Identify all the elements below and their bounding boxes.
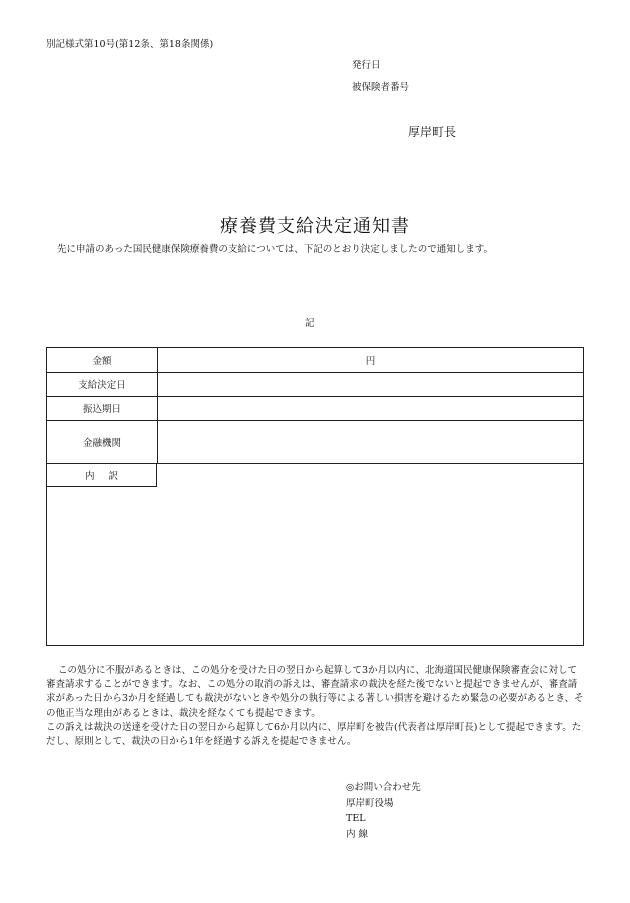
- ki-marker: 記: [305, 318, 315, 329]
- contact-office: 厚岸町役場: [346, 797, 394, 809]
- appeal-paragraph-1: この処分に不服があるときは、この処分を受けた日の翌日から起算して3か月以内に、北海道国民健康保険審査会に対して審査請求することができます。なお、この処分の取消の訴えは、審査請求の裁決を経た後でないと提起できませんが、審査請求があった日から3か月を経過しても裁決がないときや処分の執行等による著しい損害を避けるため緊急の必要があるとき、その他正当な理由があるときは、裁決を経なくても提起できます。: [46, 665, 584, 719]
- contact-extension: 内 線: [346, 828, 369, 840]
- payment-table: [46, 347, 584, 646]
- issue-date-label: 発行日: [352, 60, 381, 71]
- breakdown-label: 内訳: [47, 463, 157, 487]
- appeal-paragraph-2: この訴えは裁決の送達を受けた日の翌日から起算して6か月以内に、厚岸町を被告(代表者は厚岸町長)として提起できます。ただし、原則として、裁決の日から1年を経過する訴えを提起できません。: [46, 721, 582, 748]
- insured-number-label: 被保険者番号: [352, 82, 410, 93]
- amount-row: [47, 348, 583, 373]
- bank-value: [158, 420, 583, 463]
- bank-row: [47, 420, 583, 464]
- transfer-date-label: 振込期日: [47, 396, 158, 420]
- decision-date-value: [158, 372, 583, 396]
- amount-label: 金額: [47, 348, 158, 372]
- decision-date-row: [47, 372, 583, 397]
- transfer-date-value: [158, 396, 583, 420]
- mayor-signature: 厚岸町長: [408, 125, 457, 139]
- transfer-date-row: [47, 396, 583, 421]
- amount-unit: 円: [365, 356, 376, 367]
- form-reference: 別記様式第10号(第12条、第18条関係): [46, 39, 214, 50]
- intro-text: 先に申請のあった国民健康保険療養費の支給については、下記のとおり決定しましたので通知します。: [57, 244, 493, 255]
- bank-label: 金融機関: [47, 420, 158, 463]
- contact-tel: TEL: [346, 813, 366, 824]
- contact-block: [346, 780, 421, 842]
- document-title: 療養費支給決定通知書: [220, 216, 410, 237]
- contact-heading: ◎お問い合わせ先: [346, 782, 421, 793]
- decision-date-label: 支給決定日: [47, 372, 158, 396]
- appeal-notice: [46, 664, 586, 749]
